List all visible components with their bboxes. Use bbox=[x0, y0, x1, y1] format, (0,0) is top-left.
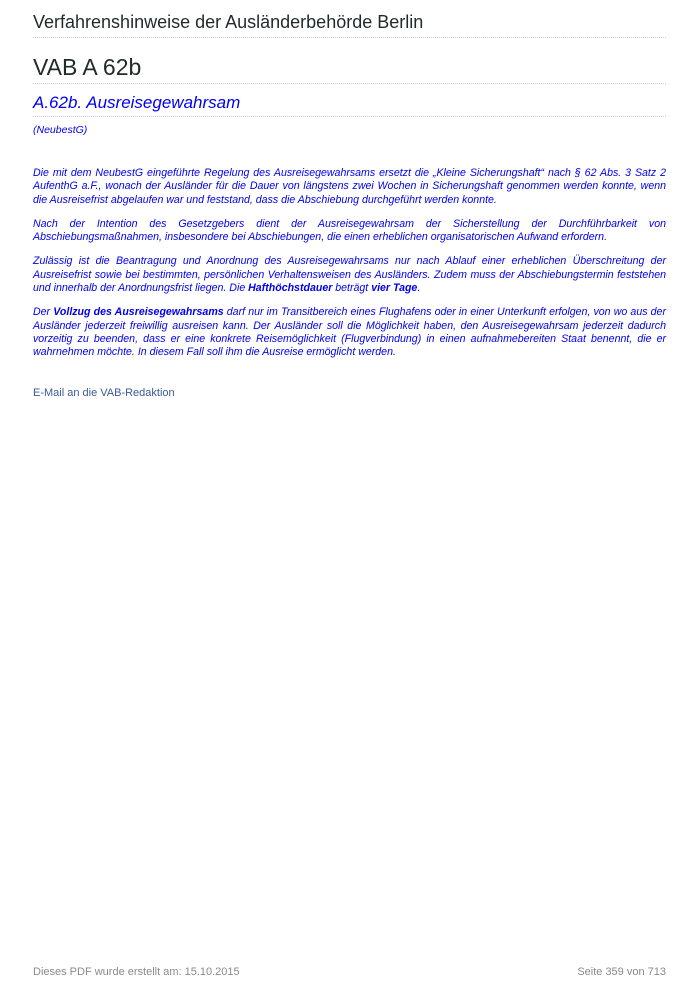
footer-created-date: Dieses PDF wurde erstellt am: 15.10.2015 bbox=[33, 966, 240, 978]
paragraph-1: Die mit dem NeubestG eingeführte Regelung des Ausreisegewahrsams ersetzt die „Kleine Sicherungshaft“ nach § 62 Abs. 3 Satz 2 AufenthG a.F., wonach der Ausländer für die Dauer von längstens zwei Wochen in Sicherungshaft genommen werden konnte, wenn die Ausreisefrist abgelaufen war und feststand, dass die Abschiebung durchgeführt werden konnte. bbox=[33, 167, 666, 206]
email-editorial-link[interactable]: E-Mail an die VAB-Redaktion bbox=[33, 387, 175, 399]
source-tag: (NeubestG) bbox=[33, 124, 88, 136]
title-divider bbox=[33, 83, 666, 84]
paragraph-4 bbox=[33, 306, 666, 359]
document-title: VAB A 62b bbox=[33, 54, 142, 80]
header-title: Verfahrenshinweise der Ausländerbehörde Berlin bbox=[33, 12, 424, 32]
footer-page-number: Seite 359 von 713 bbox=[577, 966, 666, 978]
paragraph-4-text-start: Der bbox=[33, 306, 54, 319]
section-divider bbox=[33, 116, 666, 117]
header-divider bbox=[33, 37, 666, 38]
paragraph-3-text-end: . bbox=[417, 282, 421, 295]
paragraph-3-text: Zulässig ist die Beantragung und Anordnung des Ausreisegewahrsams nur nach Ablauf einer erheblichen Überschreitung der Ausreisefrist sowie bei bestimmten, persönlichen Verhaltensweisen des Ausländers. Zudem muss der Abschiebungstermin feststehen und innerhalb der Anordnungsfrist liegen. Die bbox=[33, 255, 666, 295]
paragraph-3-text-middle: beträgt bbox=[332, 282, 372, 295]
section-title: A.62b. Ausreisegewahrsam bbox=[33, 93, 241, 112]
body-text bbox=[33, 167, 666, 371]
paragraph-3-bold-four-days: vier Tage bbox=[371, 282, 418, 295]
paragraph-3 bbox=[33, 255, 666, 295]
paragraph-4-text: darf nur im Transitbereich eines Flughafens oder in einer Unterkunft erfolgen, von wo aus der Ausländer jederzeit freiwillig ausreisen kann. Der Ausländer soll die Möglichkeit haben, den Ausreisegewahrsam jederzeit dadurch vorzeitig zu beenden, dass er eine konkrete Reisemöglichkeit (Flugverbindung) in einen aufnahmebereiten Staat benennt, die er wahrnehmen möchte. In diesem Fall soll ihm die Ausreise ermöglicht werden. bbox=[33, 306, 666, 359]
paragraph-4-bold-enforcement: Vollzug des Ausreisegewahrsams bbox=[53, 306, 224, 319]
paragraph-2: Nach der Intention des Gesetzgebers dient der Ausreisegewahrsam der Sicherstellung der Durchführbarkeit von Abschiebungsmaßnahmen, insbesondere bei Abschiebungen, die einen erheblichen organisatorischen Aufwand erfordern. bbox=[33, 217, 666, 244]
paragraph-3-bold-max-duration: Hafthöchstdauer bbox=[248, 282, 333, 295]
